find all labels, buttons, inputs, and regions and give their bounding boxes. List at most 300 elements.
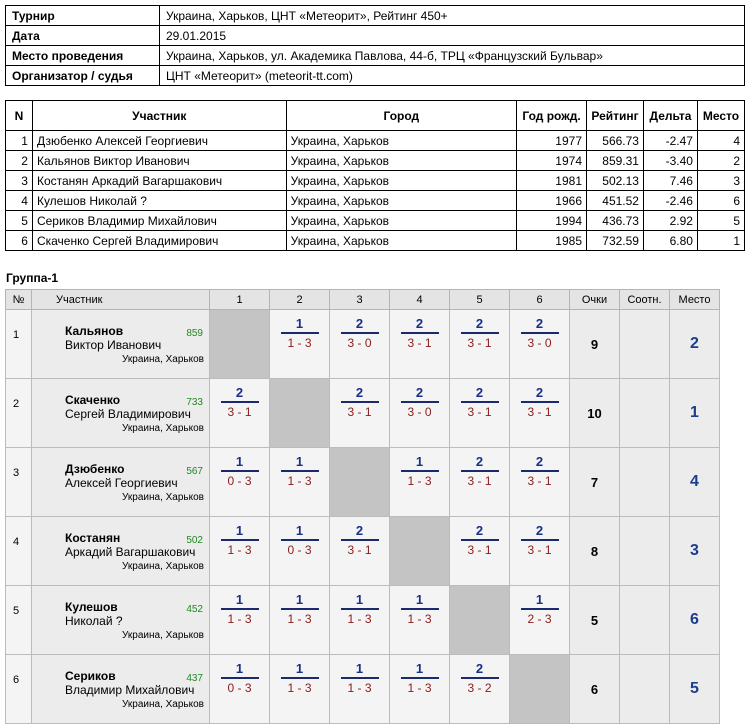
match-score: 3 - 0 (407, 405, 432, 419)
info-key: Организатор / судья (6, 66, 160, 86)
self-match-cell (330, 448, 390, 517)
match-points: 2 (475, 385, 484, 400)
group-place: 4 (670, 448, 720, 517)
match-result-cell[interactable] (330, 310, 390, 379)
participant-rating: 566.73 (587, 131, 644, 151)
match-score: 3 - 1 (527, 543, 552, 557)
match-points: 2 (415, 316, 424, 331)
match-score: 1 - 3 (227, 543, 252, 557)
group-col-ratio: Соотн. (620, 290, 670, 310)
match-points: 2 (535, 385, 544, 400)
match-result-cell[interactable] (330, 586, 390, 655)
result-divider (401, 470, 439, 472)
match-result-cell[interactable] (510, 379, 570, 448)
participants-table (5, 100, 745, 251)
result-divider (281, 608, 319, 610)
player-last-name: Дзюбенко (65, 461, 125, 476)
group-row-num: 4 (6, 517, 32, 586)
match-result-cell[interactable] (450, 310, 510, 379)
match-result (461, 386, 499, 419)
player-info (32, 458, 209, 507)
match-points: 1 (535, 592, 544, 607)
participant-row (6, 151, 745, 171)
group-col-num: № (6, 290, 32, 310)
group-col-3: 3 (330, 290, 390, 310)
player-city: Украина, Харьков (122, 629, 204, 641)
player-rating: 437 (186, 672, 203, 684)
match-points: 2 (355, 523, 364, 538)
participant-place: 2 (697, 151, 744, 171)
match-score: 1 - 3 (407, 612, 432, 626)
match-result-cell[interactable] (450, 379, 510, 448)
match-points: 1 (415, 592, 424, 607)
match-points: 1 (295, 454, 304, 469)
player-rating: 733 (186, 396, 203, 408)
group-col-2: 2 (270, 290, 330, 310)
group-place: 1 (670, 379, 720, 448)
match-result-cell[interactable] (450, 517, 510, 586)
result-divider (521, 470, 559, 472)
group-points: 7 (570, 448, 620, 517)
participant-rating: 502.13 (587, 171, 644, 191)
player-rating: 859 (186, 327, 203, 339)
match-result (281, 662, 319, 695)
match-score: 3 - 2 (467, 681, 492, 695)
match-score: 0 - 3 (287, 543, 312, 557)
result-divider (221, 608, 259, 610)
group-player-cell (32, 586, 210, 655)
participant-birth-year: 1966 (517, 191, 587, 211)
info-row-tournament (6, 6, 745, 26)
group-results-table (5, 289, 720, 724)
match-score: 3 - 1 (467, 405, 492, 419)
match-score: 3 - 0 (527, 336, 552, 350)
result-divider (221, 539, 259, 541)
match-result-cell[interactable] (390, 586, 450, 655)
match-score: 0 - 3 (227, 474, 252, 488)
participant-delta: -3.40 (643, 151, 697, 171)
result-divider (401, 332, 439, 334)
match-result (221, 386, 259, 419)
participant-row (6, 191, 745, 211)
participant-name: Сериков Владимир Михайлович (32, 211, 286, 231)
player-city: Украина, Харьков (122, 698, 204, 710)
info-row-date (6, 26, 745, 46)
match-points: 1 (235, 592, 244, 607)
group-row-num: 3 (6, 448, 32, 517)
group-col-4: 4 (390, 290, 450, 310)
match-result (401, 593, 439, 626)
participant-place: 5 (697, 211, 744, 231)
self-match-cell (450, 586, 510, 655)
participant-birth-year: 1994 (517, 211, 587, 231)
group-points: 8 (570, 517, 620, 586)
participant-name: Костанян Аркадий Вагаршакович (32, 171, 286, 191)
participant-n: 2 (6, 151, 33, 171)
match-result (461, 317, 499, 350)
group-row-num: 5 (6, 586, 32, 655)
match-result (281, 524, 319, 557)
group-place: 5 (670, 655, 720, 724)
participant-birth-year: 1985 (517, 231, 587, 251)
match-result-cell[interactable] (330, 517, 390, 586)
match-result (341, 524, 379, 557)
player-first-name: Аркадий Вагаршакович (65, 544, 196, 559)
match-result-cell[interactable] (270, 310, 330, 379)
result-divider (221, 677, 259, 679)
participant-row (6, 131, 745, 151)
match-score: 1 - 3 (347, 612, 372, 626)
participant-delta: -2.46 (643, 191, 697, 211)
result-divider (341, 608, 379, 610)
match-result (341, 386, 379, 419)
group-points: 5 (570, 586, 620, 655)
group-row (6, 517, 720, 586)
participant-rating: 732.59 (587, 231, 644, 251)
group-row (6, 310, 720, 379)
result-divider (461, 401, 499, 403)
info-value: Украина, Харьков, ул. Академика Павлова, 44-б, ТРЦ «Французский Бульвар» (160, 46, 745, 66)
group-row (6, 655, 720, 724)
result-divider (461, 677, 499, 679)
info-value: ЦНТ «Метеорит» (meteorit-tt.com) (160, 66, 745, 86)
match-result (221, 662, 259, 695)
participant-rating: 436.73 (587, 211, 644, 231)
match-result-cell[interactable] (390, 655, 450, 724)
col-header-rating: Рейтинг (587, 101, 644, 131)
player-first-name: Владимир Михайлович (65, 682, 195, 697)
group-points: 9 (570, 310, 620, 379)
match-result (221, 524, 259, 557)
match-result (281, 455, 319, 488)
group-ratio (620, 655, 670, 724)
match-points: 1 (235, 454, 244, 469)
match-result-cell[interactable] (210, 448, 270, 517)
match-points: 1 (415, 661, 424, 676)
info-value: 29.01.2015 (160, 26, 745, 46)
group-row (6, 379, 720, 448)
match-points: 1 (355, 592, 364, 607)
match-points: 1 (415, 454, 424, 469)
group-row (6, 586, 720, 655)
participant-city: Украина, Харьков (286, 171, 516, 191)
group-player-cell (32, 448, 210, 517)
player-last-name: Скаченко (65, 392, 121, 407)
group-title: Группа-1 (6, 271, 59, 285)
info-key: Место проведения (6, 46, 160, 66)
result-divider (221, 401, 259, 403)
match-result (521, 593, 559, 626)
match-result (401, 386, 439, 419)
participant-name: Скаченко Сергей Владимирович (32, 231, 286, 251)
match-points: 2 (475, 454, 484, 469)
match-result (341, 662, 379, 695)
match-result-cell[interactable] (210, 517, 270, 586)
match-result (281, 317, 319, 350)
match-result-cell[interactable] (510, 517, 570, 586)
player-city: Украина, Харьков (122, 560, 204, 572)
match-result (461, 524, 499, 557)
group-col-6: 6 (510, 290, 570, 310)
match-result (221, 593, 259, 626)
match-result (341, 593, 379, 626)
player-info (32, 665, 209, 714)
result-divider (221, 470, 259, 472)
participant-place: 1 (697, 231, 744, 251)
self-match-cell (270, 379, 330, 448)
match-result-cell[interactable] (450, 655, 510, 724)
result-divider (461, 332, 499, 334)
match-result-cell[interactable] (210, 655, 270, 724)
group-place: 3 (670, 517, 720, 586)
participant-delta: 2.92 (643, 211, 697, 231)
info-key: Турнир (6, 6, 160, 26)
self-match-cell (510, 655, 570, 724)
group-points: 6 (570, 655, 620, 724)
match-score: 3 - 1 (407, 336, 432, 350)
match-result-cell[interactable] (510, 310, 570, 379)
result-divider (341, 332, 379, 334)
match-score: 1 - 3 (347, 681, 372, 695)
group-ratio (620, 586, 670, 655)
match-score: 3 - 1 (467, 543, 492, 557)
group-col-place: Место (670, 290, 720, 310)
participant-delta: 6.80 (643, 231, 697, 251)
participant-city: Украина, Харьков (286, 211, 516, 231)
match-points: 1 (355, 661, 364, 676)
participant-delta: 7.46 (643, 171, 697, 191)
match-result-cell[interactable] (390, 310, 450, 379)
self-match-cell (390, 517, 450, 586)
participant-n: 1 (6, 131, 33, 151)
player-last-name: Костанян (65, 530, 121, 545)
player-first-name: Николай ? (65, 613, 123, 628)
result-divider (341, 677, 379, 679)
match-result-cell[interactable] (270, 655, 330, 724)
match-score: 3 - 1 (227, 405, 252, 419)
match-score: 3 - 1 (527, 405, 552, 419)
match-result-cell[interactable] (450, 448, 510, 517)
match-result (341, 317, 379, 350)
match-score: 3 - 1 (467, 336, 492, 350)
group-player-cell (32, 310, 210, 379)
participant-place: 4 (697, 131, 744, 151)
player-city: Украина, Харьков (122, 491, 204, 503)
player-first-name: Виктор Иванович (65, 337, 162, 352)
match-result (401, 662, 439, 695)
participant-birth-year: 1981 (517, 171, 587, 191)
player-rating: 502 (186, 534, 203, 546)
match-points: 2 (355, 385, 364, 400)
participant-birth-year: 1974 (517, 151, 587, 171)
match-points: 2 (535, 523, 544, 538)
match-result-cell[interactable] (270, 448, 330, 517)
match-score: 3 - 1 (347, 543, 372, 557)
participant-name: Кулешов Николай ? (32, 191, 286, 211)
participant-row (6, 231, 745, 251)
match-score: 3 - 1 (347, 405, 372, 419)
player-first-name: Сергей Владимирович (65, 406, 191, 421)
participants-header-row (6, 101, 745, 131)
match-score: 1 - 3 (287, 474, 312, 488)
info-value: Украина, Харьков, ЦНТ «Метеорит», Рейтинг 450+ (160, 6, 745, 26)
match-score: 3 - 0 (347, 336, 372, 350)
player-rating: 452 (186, 603, 203, 615)
match-result-cell[interactable] (390, 379, 450, 448)
match-result (221, 455, 259, 488)
col-header-n: N (6, 101, 33, 131)
participant-city: Украина, Харьков (286, 151, 516, 171)
result-divider (461, 539, 499, 541)
group-place: 2 (670, 310, 720, 379)
match-score: 1 - 3 (407, 681, 432, 695)
group-row (6, 448, 720, 517)
player-last-name: Кальянов (65, 323, 124, 338)
match-result-cell[interactable] (270, 586, 330, 655)
match-result-cell[interactable] (210, 586, 270, 655)
match-points: 2 (355, 316, 364, 331)
match-result (521, 317, 559, 350)
group-row-num: 6 (6, 655, 32, 724)
match-result (521, 455, 559, 488)
match-score: 3 - 1 (467, 474, 492, 488)
group-col-player: Участник (32, 290, 210, 310)
match-result-cell[interactable] (510, 448, 570, 517)
group-row-num: 1 (6, 310, 32, 379)
group-place: 6 (670, 586, 720, 655)
match-result (461, 662, 499, 695)
participant-n: 4 (6, 191, 33, 211)
group-player-cell (32, 379, 210, 448)
participant-n: 5 (6, 211, 33, 231)
participant-rating: 451.52 (587, 191, 644, 211)
match-result (281, 593, 319, 626)
result-divider (281, 539, 319, 541)
group-points: 10 (570, 379, 620, 448)
participant-place: 6 (697, 191, 744, 211)
group-col-1: 1 (210, 290, 270, 310)
match-score: 1 - 3 (287, 612, 312, 626)
player-last-name: Сериков (65, 668, 116, 683)
match-result-cell[interactable] (330, 379, 390, 448)
match-result (461, 455, 499, 488)
col-header-delta: Дельта (643, 101, 697, 131)
group-ratio (620, 310, 670, 379)
info-key: Дата (6, 26, 160, 46)
group-row-num: 2 (6, 379, 32, 448)
match-points: 1 (235, 661, 244, 676)
result-divider (401, 608, 439, 610)
match-result (521, 386, 559, 419)
player-info (32, 527, 209, 576)
result-divider (401, 677, 439, 679)
match-points: 1 (295, 316, 304, 331)
match-points: 2 (475, 661, 484, 676)
participant-city: Украина, Харьков (286, 131, 516, 151)
participant-city: Украина, Харьков (286, 231, 516, 251)
col-header-place: Место (697, 101, 744, 131)
group-ratio (620, 517, 670, 586)
match-points: 1 (295, 661, 304, 676)
match-result (521, 524, 559, 557)
group-col-points: Очки (570, 290, 620, 310)
tournament-info-table (5, 5, 745, 86)
participant-rating: 859.31 (587, 151, 644, 171)
match-result-cell[interactable] (210, 379, 270, 448)
match-score: 3 - 1 (527, 474, 552, 488)
player-info (32, 389, 209, 438)
match-points: 1 (235, 523, 244, 538)
match-points: 2 (535, 316, 544, 331)
match-result-cell[interactable] (390, 448, 450, 517)
result-divider (521, 539, 559, 541)
player-city: Украина, Харьков (122, 422, 204, 434)
group-ratio (620, 379, 670, 448)
match-score: 1 - 3 (407, 474, 432, 488)
result-divider (521, 332, 559, 334)
group-player-cell (32, 517, 210, 586)
match-points: 2 (415, 385, 424, 400)
match-result (401, 317, 439, 350)
group-ratio (620, 448, 670, 517)
result-divider (341, 401, 379, 403)
match-score: 0 - 3 (227, 681, 252, 695)
participant-row (6, 171, 745, 191)
participant-birth-year: 1977 (517, 131, 587, 151)
result-divider (521, 608, 559, 610)
match-points: 2 (535, 454, 544, 469)
match-points: 1 (295, 523, 304, 538)
participant-delta: -2.47 (643, 131, 697, 151)
match-result-cell[interactable] (270, 517, 330, 586)
result-divider (521, 401, 559, 403)
player-rating: 567 (186, 465, 203, 477)
match-points: 2 (235, 385, 244, 400)
match-result-cell[interactable] (510, 586, 570, 655)
match-score: 2 - 3 (527, 612, 552, 626)
match-points: 1 (295, 592, 304, 607)
participant-name: Кальянов Виктор Иванович (32, 151, 286, 171)
info-row-venue (6, 46, 745, 66)
result-divider (281, 470, 319, 472)
match-score: 1 - 3 (287, 336, 312, 350)
match-result-cell[interactable] (330, 655, 390, 724)
result-divider (341, 539, 379, 541)
result-divider (401, 401, 439, 403)
participant-row (6, 211, 745, 231)
self-match-cell (210, 310, 270, 379)
participant-n: 6 (6, 231, 33, 251)
player-first-name: Алексей Георгиевич (65, 475, 178, 490)
info-row-organizer (6, 66, 745, 86)
match-points: 2 (475, 316, 484, 331)
participant-place: 3 (697, 171, 744, 191)
player-city: Украина, Харьков (122, 353, 204, 365)
player-info (32, 320, 209, 369)
match-score: 1 - 3 (287, 681, 312, 695)
group-player-cell (32, 655, 210, 724)
participant-name: Дзюбенко Алексей Георгиевич (32, 131, 286, 151)
result-divider (281, 332, 319, 334)
match-points: 2 (475, 523, 484, 538)
result-divider (461, 470, 499, 472)
player-last-name: Кулешов (65, 599, 118, 614)
group-header-row (6, 290, 720, 310)
col-header-city: Город (286, 101, 516, 131)
group-col-5: 5 (450, 290, 510, 310)
col-header-birth-year: Год рожд. (517, 101, 587, 131)
col-header-participant: Участник (32, 101, 286, 131)
